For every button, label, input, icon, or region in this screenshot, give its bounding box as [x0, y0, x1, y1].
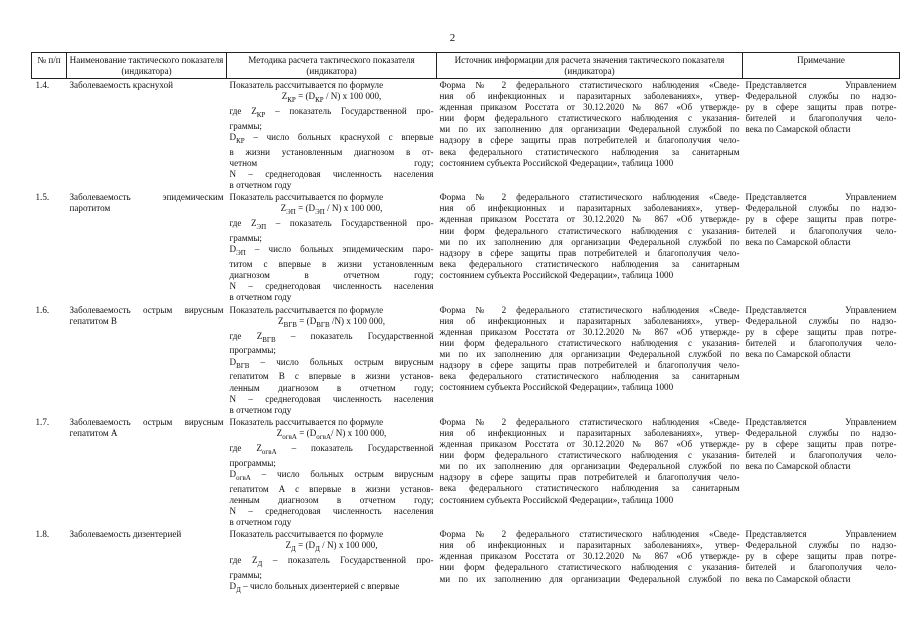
source-line: нии форм федерального статистического наблюдения с указания-	[439, 450, 740, 461]
table-row	[32, 304, 900, 416]
note-line: ру в сфере защиты прав потре-	[745, 326, 897, 337]
method-line: диагнозом в отчетном году;	[229, 270, 434, 281]
source-line: состоянием субъекта Российской Федерации», таблица 1000	[439, 382, 674, 393]
indicator-name: Заболеваемость дизентерией	[69, 529, 182, 540]
method-line: где $Z_Д$ – показатель Государственной про-	[229, 555, 434, 568]
row-number: 1.6.	[35, 304, 50, 315]
source-line: ния об инфекционных и паразитарных заболеваниях», утвер-	[439, 540, 740, 551]
method-line: гепатитом А с впервые в жизни установ-	[229, 483, 434, 494]
method-line: программы;	[229, 457, 276, 468]
note-line: Федеральной службы по надзо-	[745, 91, 897, 102]
source-line: ния об инфекционных и паразитарных заболеваниях», утвер-	[439, 427, 740, 438]
note-line: Представляется Управлением	[745, 304, 897, 315]
note-line: века по Самарской области	[745, 573, 851, 584]
information-source	[437, 191, 743, 303]
calculation-method	[227, 79, 437, 192]
method-line: в отчетном году	[229, 292, 292, 303]
source-line: ния об инфекционных и паразитарных заболеваниях», утвер-	[439, 203, 740, 214]
header-method: Методика расчета тактического показателя (индикатора)	[227, 53, 437, 79]
note	[743, 79, 900, 192]
source-line: ми по их заполнению для организации Федеральной службой по	[439, 461, 740, 472]
calculation-method	[227, 191, 437, 303]
information-source	[437, 528, 743, 609]
calculation-method	[227, 416, 437, 528]
method-line: $D_{КР}$ – число больных краснухой с впервые	[229, 132, 434, 145]
source-line: Форма № 2 федерального статистического наблюдения «Сведе-	[439, 192, 740, 203]
source-line: века федерального статистического наблюдения за санитарным	[439, 483, 740, 494]
method-line: $D_{ЭП}$ – число больных эпидемическим паро-	[229, 244, 434, 258]
method-line: N – среднегодовая численность населения	[229, 505, 434, 516]
source-line: надзору в сфере защиты прав потребителей и благополучия чело-	[439, 472, 740, 483]
table-row	[32, 528, 900, 609]
source-line: жденная приказом Росстата от 30.12.2020 № 867 «Об утвержде-	[439, 102, 740, 113]
method-line: Показатель рассчитывается по формуле	[229, 192, 384, 203]
method-line: ленным диагнозом в отчетном году;	[229, 494, 434, 505]
source-line: ми по их заполнению для организации Федеральной службой по	[439, 236, 740, 247]
method-line: граммы;	[229, 233, 262, 244]
method-line: Показатель рассчитывается по формуле	[229, 529, 384, 540]
indicator-name: Заболеваемость острым вирусным гепатитом В	[69, 304, 224, 326]
source-line: ми по их заполнению для организации Федеральной службой по	[439, 348, 740, 359]
note-line: ру в сфере защиты прав потре-	[745, 439, 897, 450]
header-source: Источник информации для расчета значения тактического показателя (индикатора)	[437, 53, 743, 79]
source-line: состоянием субъекта Российской Федерации», таблица 1000	[439, 494, 674, 505]
calculation-method	[227, 304, 437, 416]
information-source	[437, 304, 743, 416]
method-line: N – среднегодовая численность населения	[229, 169, 434, 180]
note-line: Федеральной службы по надзо-	[745, 203, 897, 214]
note	[743, 416, 900, 528]
page-number: 2	[449, 32, 456, 44]
row-number: 1.4.	[35, 80, 50, 90]
indicator-name: Заболеваемость острым вирусным гепатитом А	[69, 416, 224, 438]
note-line: бителей и благополучия чело-	[745, 450, 897, 461]
note-line: Представляется Управлением	[745, 416, 897, 427]
method-line: Показатель рассчитывается по формуле	[229, 80, 384, 90]
note	[743, 304, 900, 416]
header-name: Наименование тактического показателя (индикатора)	[67, 53, 227, 79]
note-line: ру в сфере защиты прав потре-	[745, 102, 897, 113]
source-line: ми по их заполнению для организации Федеральной службой по	[439, 573, 740, 584]
note-line: Федеральной службы по надзо-	[745, 427, 897, 438]
note-line: века по Самарской области	[745, 461, 851, 472]
source-line: состоянием субъекта Российской Федерации», таблица 1000	[439, 269, 674, 280]
row-number: 1.8.	[35, 529, 50, 540]
source-line: Форма № 2 федерального статистического наблюдения «Сведе-	[439, 529, 740, 540]
method-line: $D_Д$ – число больных дизентерией с впервые	[229, 581, 400, 594]
formula-line: $Z_{КР} = (D_{КР} / N)$ х 100 000,	[281, 91, 382, 104]
note-line: бителей и благополучия чело-	[745, 562, 897, 573]
table-header-row	[32, 53, 900, 79]
note-line: бителей и благополучия чело-	[745, 337, 897, 348]
method-line: в отчетном году	[229, 404, 292, 415]
source-line: состоянием субъекта Российской Федерации», таблица 1000	[439, 157, 674, 168]
source-line: ния об инфекционных и паразитарных заболеваниях», утвер-	[439, 91, 740, 102]
note-line: ру в сфере защиты прав потре-	[745, 214, 897, 225]
method-line: где $Z_{огвА}$ – показатель Государственной	[229, 442, 434, 456]
method-line: в отчетном году	[229, 180, 292, 191]
source-line: ми по их заполнению для организации Федеральной службой по	[439, 124, 740, 135]
note-line: века по Самарской области	[745, 348, 851, 359]
method-line: N – среднегодовая численность населения	[229, 393, 434, 404]
method-line: четном году;	[229, 158, 434, 168]
table-row	[32, 79, 900, 192]
method-line: где $Z_{ВГВ}$ – показатель Государственной	[229, 330, 434, 344]
method-line: программы;	[229, 345, 276, 356]
information-source	[437, 79, 743, 192]
formula-line: $Z_{ВГВ} = (D_{ВГВ}$ /N) х 100 000,	[278, 315, 385, 329]
note-line: Представляется Управлением	[745, 192, 897, 203]
source-line: нии форм федерального статистического наблюдения с указания-	[439, 562, 740, 573]
note-line: Представляется Управлением	[745, 80, 897, 90]
method-line: Показатель рассчитывается по формуле	[229, 416, 384, 427]
formula-line: $Z_Д = (D_Д / N)$ х 100 000,	[285, 540, 378, 554]
method-line: граммы;	[229, 570, 262, 581]
note	[743, 191, 900, 303]
table-row	[32, 416, 900, 528]
method-line: ленным диагнозом в отчетном году;	[229, 382, 434, 393]
calculation-method	[227, 528, 437, 609]
source-line: надзору в сфере защиты прав потребителей и благополучия чело-	[439, 247, 740, 258]
source-line: жденная приказом Росстата от 30.12.2020 № 867 «Об утвержде-	[439, 551, 740, 562]
note-line: бителей и благополучия чело-	[745, 225, 897, 236]
source-line: века федерального статистического наблюдения за санитарным	[439, 258, 740, 269]
source-line: нии форм федерального статистического наблюдения с указания-	[439, 337, 740, 348]
table-row	[32, 191, 900, 303]
formula-line: $Z_{огвА} = (D_{огвА}/$ N) х 100 000,	[276, 427, 387, 441]
row-number: 1.7.	[35, 416, 50, 427]
note-line: бителей и благополучия чело-	[745, 113, 897, 124]
method-line: титом с впервые в жизни установленным	[229, 259, 434, 270]
source-line: надзору в сфере защиты прав потребителей и благополучия чело-	[439, 360, 740, 371]
method-line: где $Z_{КР}$ – показатель Государственной про-	[229, 106, 434, 119]
method-line: Показатель рассчитывается по формуле	[229, 304, 384, 315]
method-line: гепатитом В с впервые в жизни установ-	[229, 371, 434, 382]
information-source	[437, 416, 743, 528]
header-note: Примечание	[743, 53, 900, 79]
note-line: Федеральной службы по надзо-	[745, 315, 897, 326]
source-line: ния об инфекционных и паразитарных заболеваниях», утвер-	[439, 315, 740, 326]
method-line: в жизни установленным диагнозом в от-	[229, 146, 434, 157]
method-line: граммы;	[229, 120, 262, 131]
method-line: где $Z_{ЭП}$ – показатель Государственной про-	[229, 218, 434, 232]
indicator-name: Заболеваемость краснухой	[69, 80, 173, 90]
method-line: в отчетном году	[229, 517, 292, 528]
source-line: Форма № 2 федерального статистического наблюдения «Сведе-	[439, 80, 740, 90]
note-line: Федеральной службы по надзо-	[745, 540, 897, 551]
source-line: надзору в сфере защиты прав потребителей и благополучия чело-	[439, 135, 740, 146]
note-line: ру в сфере защиты прав потре-	[745, 551, 897, 562]
indicator-name: Заболеваемость эпидемическим паротитом	[69, 192, 224, 214]
source-line: жденная приказом Росстата от 30.12.2020 № 867 «Об утвержде-	[439, 439, 740, 450]
header-num: № п/п	[32, 53, 67, 79]
note-line: века по Самарской области	[745, 124, 851, 135]
indicators-table	[31, 52, 900, 609]
row-number: 1.5.	[35, 192, 50, 203]
source-line: нии форм федерального статистического наблюдения с указания-	[439, 225, 740, 236]
source-line: жденная приказом Росстата от 30.12.2020 № 867 «Об утвержде-	[439, 214, 740, 225]
source-line: Форма № 2 федерального статистического наблюдения «Сведе-	[439, 304, 740, 315]
note-line: Представляется Управлением	[745, 529, 897, 540]
method-line: $D_{ВГВ}$ – число больных острым вирусным	[229, 356, 434, 370]
source-line: Форма № 2 федерального статистического наблюдения «Сведе-	[439, 416, 740, 427]
method-line: N – среднегодовая численность населения	[229, 281, 434, 292]
source-line: жденная приказом Росстата от 30.12.2020 № 867 «Об утвержде-	[439, 326, 740, 337]
note	[743, 528, 900, 609]
method-line: $D_{огвА}$ – число больных острым вирусным	[229, 468, 434, 482]
source-line: нии форм федерального статистического наблюдения с указания-	[439, 113, 740, 124]
source-line: века федерального статистического наблюдения за санитарным	[439, 146, 740, 157]
note-line: века по Самарской области	[745, 236, 851, 247]
formula-line: $Z_{ЭП} = (D_{ЭП} / N)$ х 100 000,	[280, 203, 383, 217]
source-line: века федерального статистического наблюдения за санитарным	[439, 371, 740, 382]
